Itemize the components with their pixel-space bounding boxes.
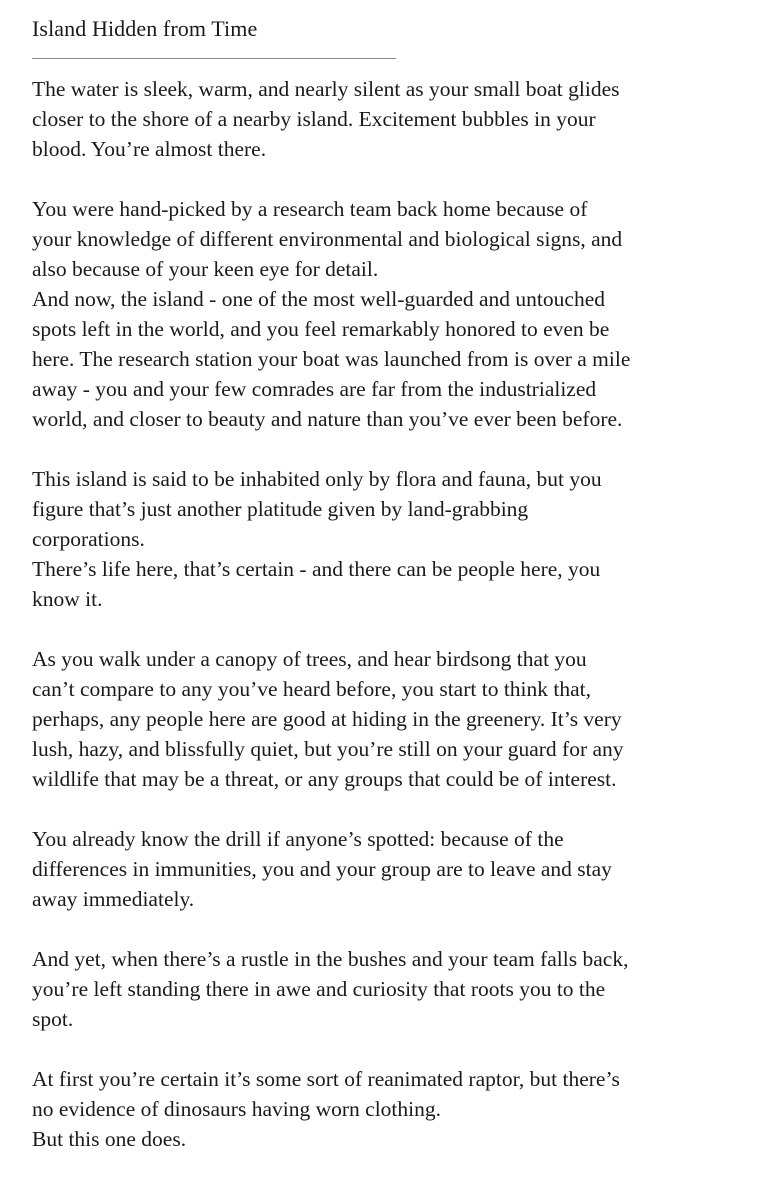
story-title: Island Hidden from Time — [32, 16, 258, 41]
paragraph: You were hand-picked by a research team back home because of your knowledge of different environmental and biological signs, and also because of your keen eye for detail. — [32, 197, 623, 281]
story-body — [32, 74, 772, 1154]
story-page — [32, 14, 772, 1154]
paragraph: At first you’re certain it’s some sort of reanimated raptor, but there’s no evidence of dinosaurs having worn clothing. — [32, 1067, 620, 1121]
paragraph: As you walk under a canopy of trees, and hear birdsong that you can’t compare to any you’ve heard before, you start to think that, perhaps, any people here are good at hiding in the greenery. It’s very lush, hazy, and blissfully quiet, but you’re still on your guard for any wildlife that may be a threat, or any groups that could be of interest. — [32, 647, 624, 791]
paragraph: And now, the island - one of the most well-guarded and untouched spots left in the world, and you feel remarkably honored to even be here. The research station your boat was launched from is over a mile away - you and your few comrades are far from the industrialized world, and closer to beauty and nature than you’ve ever been before. — [32, 287, 631, 431]
title-divider — [32, 58, 396, 59]
paragraph: This island is said to be inhabited only by flora and fauna, but you figure that’s just another platitude given by land-grabbing corporations. — [32, 467, 602, 551]
paragraph: But this one does. — [32, 1127, 187, 1151]
paragraph: You already know the drill if anyone’s spotted: because of the differences in immunities, you and your group are to leave and stay away immediately. — [32, 827, 612, 911]
paragraph: There’s life here, that’s certain - and there can be people here, you know it. — [32, 557, 601, 611]
paragraph: And yet, when there’s a rustle in the bushes and your team falls back, you’re left standing there in awe and curiosity that roots you to the spot. — [32, 947, 629, 1031]
paragraph: The water is sleek, warm, and nearly silent as your small boat glides closer to the shore of a nearby island. Excitement bubbles in your blood. You’re almost there. — [32, 77, 620, 161]
